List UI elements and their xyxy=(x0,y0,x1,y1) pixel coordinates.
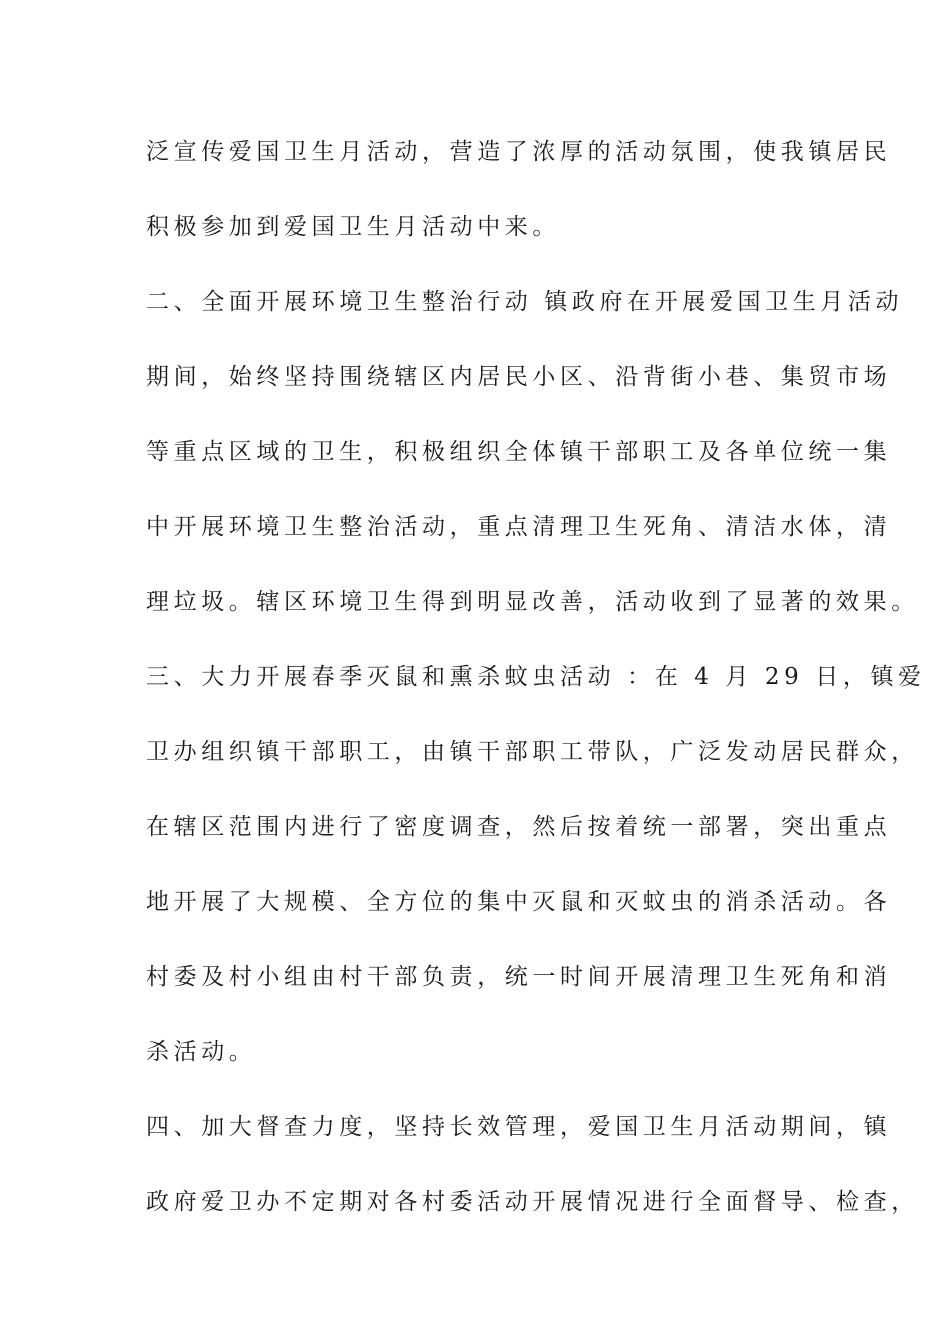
text-line: 政府爱卫办不定期对各村委活动开展情况进行全面督导、检查， xyxy=(146,1189,919,1215)
text-line: 杀活动。 xyxy=(146,1039,257,1065)
text-line: 在辖区范围内进行了密度调查，然后按着统一部署，突出重点 xyxy=(146,814,892,840)
text-line: 泛宣传爱国卫生月活动，营造了浓厚的活动氛围，使我镇居民 xyxy=(146,139,892,165)
text-line: 理垃圾。辖区环境卫生得到明显改善，活动收到了显著的效果。 xyxy=(146,589,919,615)
text-line: 二、全面开展环境卫生整治行动 镇政府在开展爱国卫生月活动 xyxy=(146,289,904,315)
text-line: 村委及村小组由村干部负责，统一时间开展清理卫生死角和消 xyxy=(146,964,892,990)
text-line: 中开展环境卫生整治活动，重点清理卫生死角、清洁水体，清 xyxy=(146,514,892,540)
text-line: 卫办组织镇干部职工，由镇干部职工带队，广泛发动居民群众， xyxy=(146,739,919,765)
text-line: 积极参加到爱国卫生月活动中来。 xyxy=(146,214,560,240)
text-line: 地开展了大规模、全方位的集中灭鼠和灭蚊虫的消杀活动。各 xyxy=(146,889,892,915)
text-line: 四、加大督查力度，坚持长效管理，爱国卫生月活动期间，镇 xyxy=(146,1114,892,1140)
text-line: 三、大力开展春季灭鼠和熏杀蚊虫活动 ：在 4 月 29 日，镇爱 xyxy=(146,664,926,690)
text-line: 期间，始终坚持围绕辖区内居民小区、沿背街小巷、集贸市场 xyxy=(146,364,892,390)
text-line: 等重点区域的卫生，积极组织全体镇干部职工及各单位统一集 xyxy=(146,439,892,465)
